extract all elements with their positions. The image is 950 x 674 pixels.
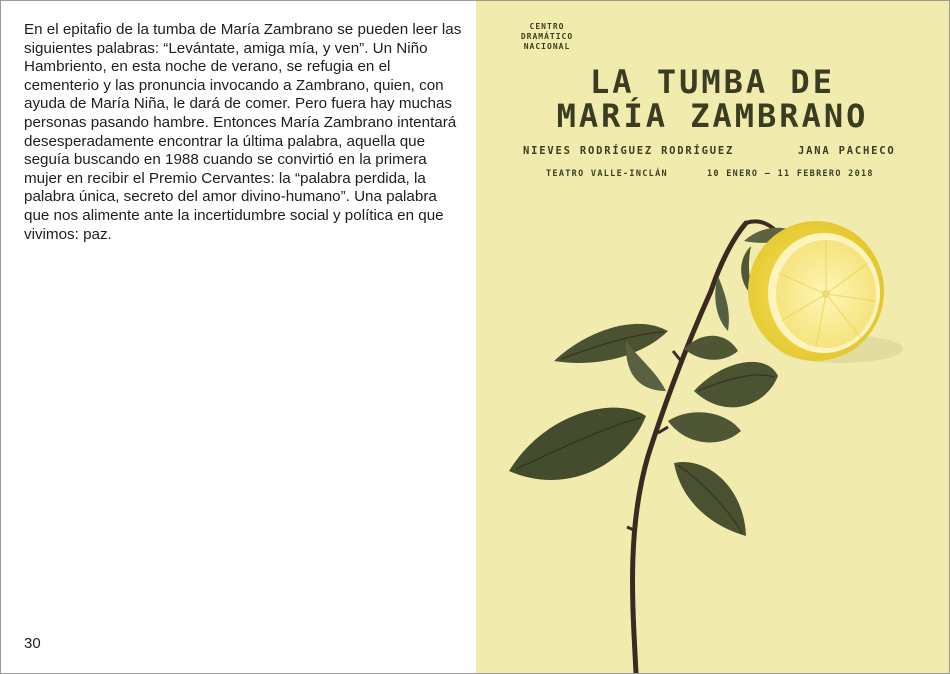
publisher-logo bbox=[502, 22, 592, 52]
venue-line bbox=[546, 169, 906, 179]
poster-page bbox=[476, 1, 949, 673]
lemon-on-dried-rose-stem-icon bbox=[476, 201, 949, 673]
author-name: NIEVES RODRÍGUEZ RODRÍGUEZ bbox=[523, 145, 735, 157]
title-line-2: MARÍA ZAMBRANO bbox=[556, 97, 869, 135]
left-page bbox=[1, 1, 476, 673]
publisher-line: NACIONAL bbox=[523, 42, 571, 51]
venue-name: TEATRO VALLE-INCLÁN bbox=[546, 169, 668, 179]
authors bbox=[523, 145, 923, 157]
body-paragraph: En el epitafio de la tumba de María Zambrano se pueden leer las siguientes palabras: “Levántate, amiga mía, y ven”. Un Niño Hambriento, en esta noche de verano, se refugia en el cementerio y las pronuncia invocando a Zambrano, quien, con ayuda de María Niña, le dará de comer. Pero fuera hay muchas personas pasando hambre. Entonces María Zambrano intentará desesperadamente encontrar la última palabra, aquella que seguía buscando en 1988 cuando se convirtió en la primera mujer en recibir el Premio Cervantes: la “palabra perdida, la palabra única, secreto del amor divino-humano”. Una palabra que nos alimente ante la incertidumbre social y política en que vivimos: paz. bbox=[24, 21, 462, 243]
poster-title bbox=[476, 65, 949, 133]
title-line-1: LA TUMBA DE bbox=[590, 63, 835, 101]
publisher-line: CENTRO bbox=[529, 22, 565, 31]
performance-dates: 10 ENERO – 11 FEBRERO 2018 bbox=[707, 169, 874, 179]
publisher-line: DRAMÁTICO bbox=[520, 32, 574, 41]
page-number: 30 bbox=[24, 635, 41, 652]
author-name: JANA PACHECO bbox=[798, 145, 896, 157]
